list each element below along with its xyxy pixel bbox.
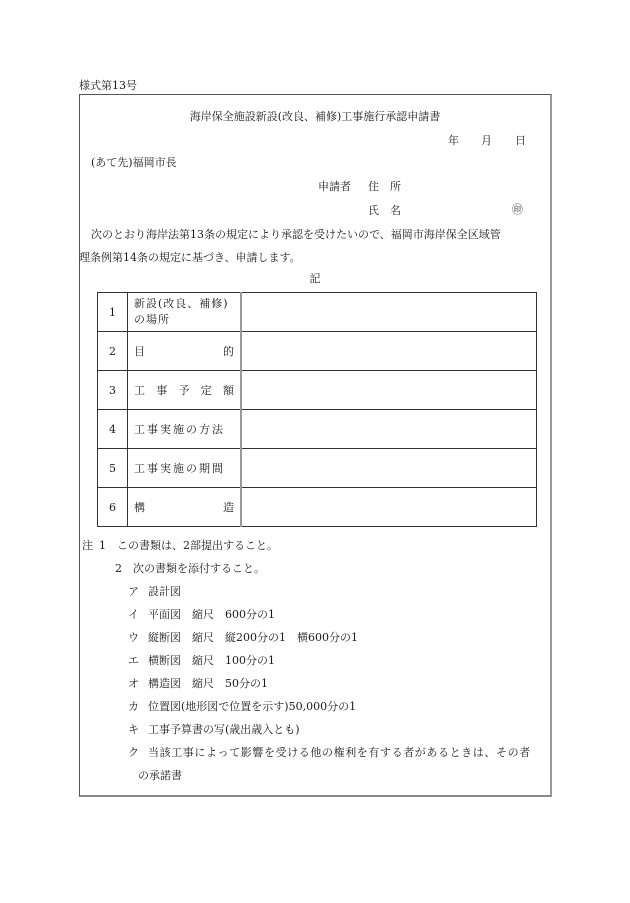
item-label-part: 構 <box>134 501 145 514</box>
attachment-text: 当該工事によって影響を受ける他の権利を有する者があるときは、その者 <box>148 746 531 759</box>
notes-prefix: 注 <box>82 539 93 552</box>
seal-mark: ㊞ <box>512 203 523 216</box>
ki-heading: 記 <box>309 272 321 285</box>
item-label-part: 事 <box>156 384 168 397</box>
date-day: 日 <box>515 134 526 147</box>
item-label-part: 目 <box>134 345 145 358</box>
item-number: 2 <box>98 332 128 371</box>
attachment-text: 横断図 縮尺 100分の1 <box>148 654 275 667</box>
item-value-field[interactable] <box>241 332 537 371</box>
attachment-mark: エ <box>128 654 139 667</box>
item-label-part: 工 <box>134 384 145 397</box>
item-value-field[interactable] <box>241 410 537 449</box>
body-text-line-2: 理条例第14条の規定に基づき、申請します。 <box>79 251 301 264</box>
attachment-text: 位置図(地形図で位置を示す)50,000分の1 <box>148 700 357 713</box>
attachment-mark: カ <box>128 700 139 713</box>
body-text-line-1: 次のとおり海岸法第13条の規定により承認を受けたいので、福岡市海岸保全区域管 <box>91 228 501 241</box>
item-label <box>128 332 242 371</box>
note-number: 2 <box>115 562 122 575</box>
note-text: 次の書類を添付すること。 <box>133 562 265 575</box>
attachment-text: 設計図 <box>148 585 181 598</box>
item-value-field[interactable] <box>241 371 537 410</box>
addressee: (あて先)福岡市長 <box>91 156 177 169</box>
item-number: 4 <box>98 410 128 449</box>
item-label <box>128 488 242 527</box>
name-label: 氏 名 <box>368 204 401 217</box>
attachment-mark: ウ <box>128 631 139 644</box>
table-row <box>98 449 537 488</box>
attachment-text: 構造図 縮尺 50分の1 <box>148 677 268 690</box>
item-label-part: 的 <box>223 345 234 358</box>
attachment-text: 縦断図 縮尺 縦200分の1 横600分の1 <box>148 631 358 644</box>
attachment-mark: キ <box>128 723 139 736</box>
attachment-text-continued: の承諾書 <box>138 769 182 782</box>
item-value-field[interactable] <box>241 488 537 527</box>
item-value-field[interactable] <box>241 449 537 488</box>
item-label <box>128 371 242 410</box>
table-row <box>98 410 537 449</box>
date-year: 年 <box>448 134 459 147</box>
date-month: 月 <box>481 134 492 147</box>
applicant-label: 申請者 <box>318 180 351 193</box>
item-label-part: 定 <box>200 384 212 397</box>
note-number: 1 <box>99 539 106 552</box>
item-number: 1 <box>98 293 128 332</box>
item-label-part: 造 <box>223 501 234 514</box>
table-row <box>98 293 537 332</box>
table-row <box>98 371 537 410</box>
table-row <box>98 332 537 371</box>
item-label-part: 予 <box>178 384 190 397</box>
item-label-part: 額 <box>223 384 234 397</box>
attachment-text: 工事予算書の写(歳出歳入とも) <box>148 723 300 736</box>
attachment-mark: ク <box>128 746 139 759</box>
item-value-field[interactable] <box>241 293 537 332</box>
address-label: 住 所 <box>368 180 401 193</box>
note-text: この書類は、2部提出すること。 <box>117 539 278 552</box>
document-title: 海岸保全施設新設(改良、補修)工事施行承認申請書 <box>189 110 441 123</box>
item-number: 3 <box>98 371 128 410</box>
item-number: 5 <box>98 449 128 488</box>
item-label: 新設(改良、補修)の場所 <box>128 293 242 332</box>
attachment-mark: ア <box>128 585 139 598</box>
items-table <box>97 292 537 527</box>
attachment-mark: イ <box>128 608 139 621</box>
item-number: 6 <box>98 488 128 527</box>
form-number: 様式第13号 <box>79 79 137 92</box>
attachment-text: 平面図 縮尺 600分の1 <box>148 608 275 621</box>
item-label: 工事実施の期間 <box>128 449 242 488</box>
table-row <box>98 488 537 527</box>
item-label: 工事実施の方法 <box>128 410 242 449</box>
attachment-mark: オ <box>128 677 139 690</box>
